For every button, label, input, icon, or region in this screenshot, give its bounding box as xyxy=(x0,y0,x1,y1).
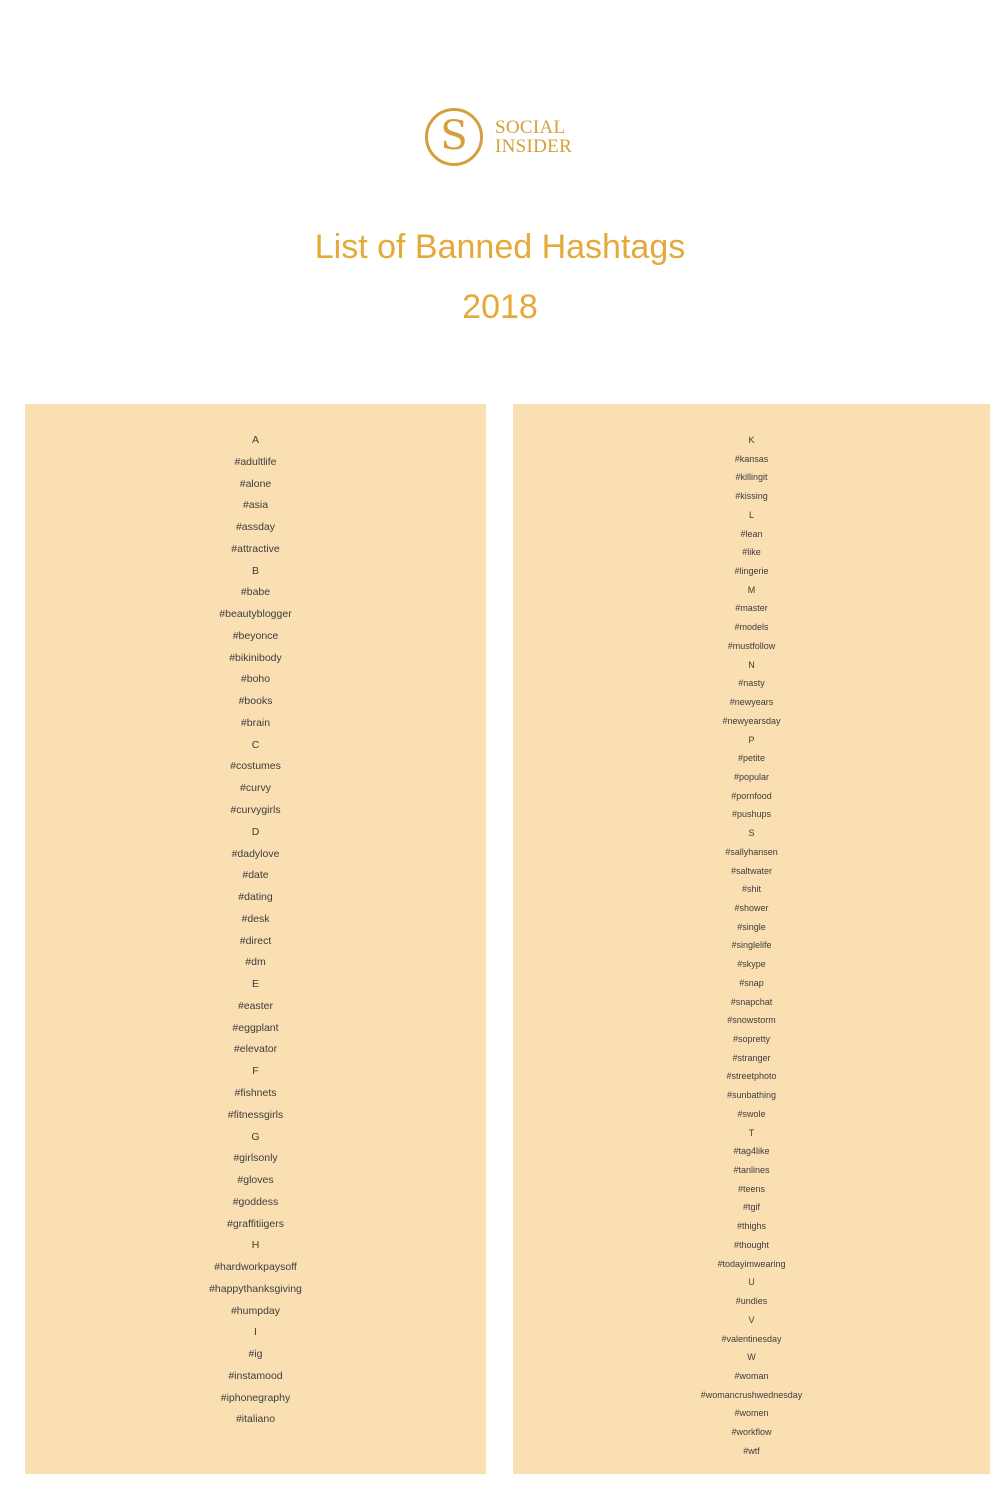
hashtag-item: #todayimwearing xyxy=(717,1258,786,1269)
hashtag-item: #snapchat xyxy=(730,996,773,1007)
hashtag-item: #gloves xyxy=(237,1174,274,1187)
hashtag-item: #stranger xyxy=(732,1052,771,1063)
hashtag-item: #adultlife xyxy=(234,455,277,468)
section-letter: C xyxy=(251,738,260,751)
hashtag-item: #thighs xyxy=(736,1221,767,1232)
hashtag-item: #mustfollow xyxy=(727,640,776,651)
section-letter: A xyxy=(251,434,259,446)
section-letter: L xyxy=(748,509,754,520)
hashtag-item: #shit xyxy=(741,884,761,895)
hashtag-item: #beautyblogger xyxy=(219,608,292,621)
hashtag-item: #dm xyxy=(245,956,266,969)
hashtag-list-left xyxy=(25,404,486,1431)
hashtag-item: #dating xyxy=(238,891,273,904)
hashtag-item: #streetphoto xyxy=(726,1071,777,1082)
hashtag-item: #costumes xyxy=(230,760,281,773)
hashtag-item: #italiano xyxy=(235,1413,276,1426)
hashtag-item: #shower xyxy=(734,902,769,913)
hashtag-item: #eggplant xyxy=(232,1021,279,1034)
hashtag-item: #dadylove xyxy=(231,847,280,860)
page-title: List of Banned Hashtags xyxy=(314,228,686,266)
section-letter: G xyxy=(251,1130,260,1143)
section-letter: N xyxy=(748,659,755,670)
hashtag-item: #direct xyxy=(239,934,272,947)
hashtag-item: #curvy xyxy=(240,782,271,795)
logo-wordmark xyxy=(495,118,572,156)
hashtag-item: #popular xyxy=(733,771,770,782)
hashtag-item: #singlelife xyxy=(731,940,772,951)
hashtag-item: #tgif xyxy=(742,1202,760,1213)
logo-line-1: SOCIAL xyxy=(495,117,566,138)
hashtag-item: #lean xyxy=(740,528,763,539)
hashtag-item: #tanlines xyxy=(733,1165,770,1176)
hashtag-item: #woman xyxy=(734,1370,769,1381)
hashtag-item: #pushups xyxy=(731,809,772,820)
hashtag-item: #attractive xyxy=(231,542,280,555)
hashtag-item: #beyonce xyxy=(232,629,279,642)
hashtag-item: #babe xyxy=(240,586,271,599)
hashtag-item: #assday xyxy=(235,521,276,534)
hashtag-item: #single xyxy=(737,921,766,932)
hashtag-item: #tag4like xyxy=(733,1146,770,1157)
logo-circle-icon xyxy=(425,108,483,166)
hashtag-item: #kissing xyxy=(735,491,768,502)
hashtag-item: #fitnessgirls xyxy=(227,1108,284,1121)
hashtag-item: #women xyxy=(734,1408,769,1419)
hashtag-panel-left xyxy=(25,404,486,1474)
hashtag-item: #wtf xyxy=(743,1445,760,1456)
hashtag-item: #lingerie xyxy=(734,566,769,577)
hashtag-item: #books xyxy=(238,695,273,708)
hashtag-item: #saltwater xyxy=(730,865,773,876)
logo-letter: S xyxy=(440,113,468,159)
hashtag-item: #sunbathing xyxy=(726,1090,777,1101)
hashtag-item: #humpday xyxy=(230,1304,281,1317)
hashtag-item: #elevator xyxy=(233,1043,278,1056)
hashtag-item: #petite xyxy=(737,753,766,764)
section-letter: P xyxy=(748,734,755,745)
hashtag-item: #kansas xyxy=(734,453,769,464)
hashtag-list-right xyxy=(513,404,990,1461)
hashtag-item: #brain xyxy=(240,716,271,729)
hashtag-item: #nasty xyxy=(738,678,765,689)
hashtag-item: #swole xyxy=(737,1108,766,1119)
hashtag-item: #graffitiigers xyxy=(226,1217,284,1230)
hashtag-item: #womancrushwednesday xyxy=(700,1389,803,1400)
hashtag-item: #snowstorm xyxy=(727,1015,776,1026)
hashtag-item: #date xyxy=(242,869,269,882)
hashtag-item: #skype xyxy=(737,959,766,970)
section-letter: D xyxy=(251,825,260,838)
page-year: 2018 xyxy=(462,288,538,326)
social-insider-logo xyxy=(425,108,572,166)
hashtag-item: #girlsonly xyxy=(233,1152,278,1165)
hashtag-item: #pornfood xyxy=(731,790,772,801)
hashtag-item: #master xyxy=(735,603,768,614)
hashtag-item: #instamood xyxy=(228,1369,283,1382)
hashtag-item: #killingit xyxy=(735,472,768,483)
hashtag-item: #easter xyxy=(237,999,274,1012)
hashtag-item: #goddess xyxy=(232,1195,279,1208)
section-letter: H xyxy=(251,1239,260,1252)
hashtag-item: #happythanksgiving xyxy=(209,1282,302,1295)
hashtag-item: #asia xyxy=(242,499,269,512)
hashtag-item: #desk xyxy=(241,912,270,925)
hashtag-item: #like xyxy=(742,547,761,558)
hashtag-item: #valentinesday xyxy=(721,1333,782,1344)
hashtag-panel-right xyxy=(513,404,990,1474)
hashtag-item: #ig xyxy=(248,1348,263,1361)
hashtag-item: #sopretty xyxy=(732,1034,771,1044)
hashtag-item: #workflow xyxy=(731,1427,772,1438)
section-letter: M xyxy=(747,584,756,595)
section-letter: S xyxy=(748,828,755,839)
hashtag-item: #fishnets xyxy=(234,1086,277,1099)
logo-line-2: INSIDER xyxy=(495,136,573,157)
hashtag-item: #alone xyxy=(239,477,272,490)
section-letter: F xyxy=(252,1065,259,1078)
hashtag-item: #thought xyxy=(733,1239,770,1250)
hashtag-item: #sallyhansen xyxy=(725,846,778,857)
section-letter: E xyxy=(251,978,259,991)
hashtag-item: #undies xyxy=(735,1296,768,1307)
hashtag-item: #iphonegraphy xyxy=(220,1391,291,1404)
hashtag-item: #newyearsday xyxy=(722,715,781,726)
hashtag-item: #teens xyxy=(737,1183,766,1194)
section-letter: T xyxy=(748,1127,755,1138)
section-letter: W xyxy=(747,1352,756,1363)
section-letter: K xyxy=(748,435,755,445)
hashtag-item: #hardworkpaysoff xyxy=(214,1261,297,1274)
section-letter: U xyxy=(748,1277,755,1288)
hashtag-item: #curvygirls xyxy=(230,804,281,817)
hashtag-item: #models xyxy=(734,622,769,633)
section-letter: B xyxy=(251,564,259,577)
section-letter: V xyxy=(748,1314,755,1325)
hashtag-item: #snap xyxy=(739,977,764,988)
hashtag-item: #bikinibody xyxy=(229,651,282,664)
hashtag-item: #newyears xyxy=(729,697,774,708)
section-letter: I xyxy=(254,1326,257,1339)
hashtag-item: #boho xyxy=(240,673,271,686)
